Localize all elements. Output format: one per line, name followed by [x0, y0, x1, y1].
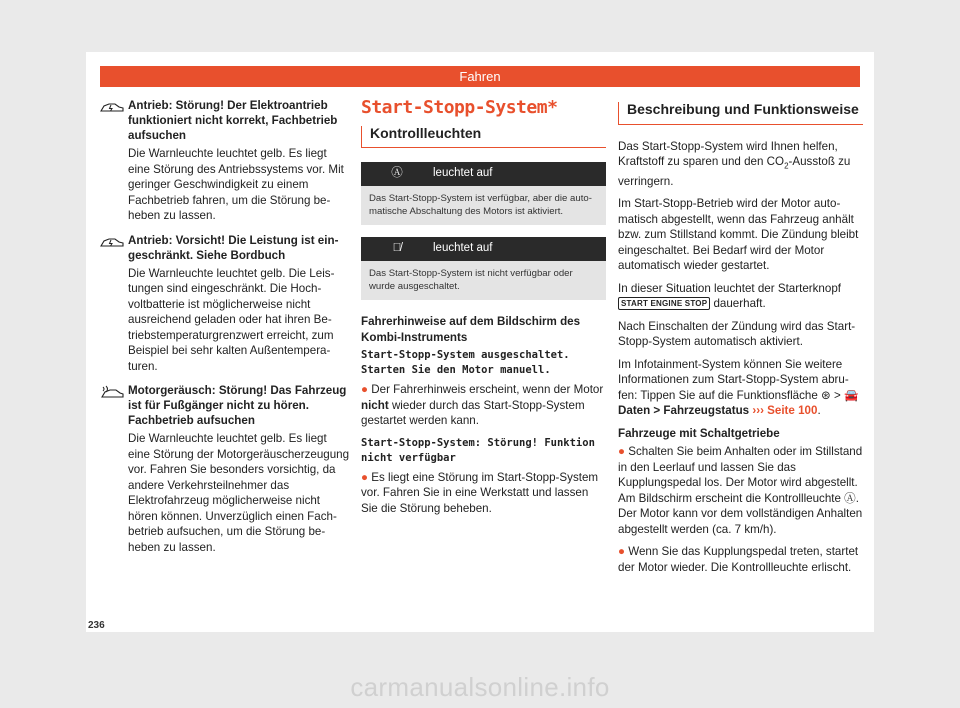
start-stop-icon: Ⓐ — [391, 167, 403, 180]
manual-page — [86, 52, 874, 632]
bullet-dot: ● — [618, 545, 626, 559]
warning-engine-sound — [100, 383, 350, 555]
manual-gearbox-heading: Fahrzeuge mit Schaltgetriebe — [618, 426, 780, 440]
warning-title: Antrieb: Vorsicht! Die Leistung ist eingeschränkt. Siehe Bordbuch — [128, 233, 339, 262]
pedestrian-sound-warning-icon — [100, 385, 124, 399]
paragraph: Nach Einschalten der Zündung wird das Start-Stopp-System automatisch aktiviert. — [618, 319, 856, 349]
paragraph: Im Start-Stopp-Betrieb wird der Motor automatisch abgestellt, wenn das Fahrzeug anhält bzw. zum Stillstand kommt. Die Zündung bleibt eingeschaltet. Bei Bedarf wird der Motor automatisch wieder gestartet. — [618, 197, 859, 273]
warning-power-limited — [100, 233, 350, 375]
page-number: 236 — [88, 620, 105, 631]
lamp-label: leuchtet auf — [433, 167, 493, 180]
display-message: Start-Stopp-System: Störung! Funktion nicht verfügbar — [361, 436, 595, 464]
bullet-item: ● Schalten Sie beim Anhalten oder im Stillstand in den Leerlauf und lassen Sie das Kupplungspedal los. Der Motor wird abgestellt. Am Bildschirm erscheint die Kontrollleuchte Ⓐ. Der Motor kann vor dem vollständigen Anhalten abgestellt werden (ca. 7 km/h). — [618, 445, 863, 536]
warning-text: Die Warnleuchte leuchtet gelb. Die Leistungen sind eingeschränkt. Die Hochvoltbatterie ist möglicherweise nicht ausreichend geladen oder hat ihren Betriebstemperaturgrenzwert erreicht, zum Beispiel bei sehr kalten Außentemperaturen. — [128, 266, 335, 373]
page-header: Fahren — [100, 66, 860, 87]
display-message: Start-Stopp-System ausgeschaltet. Starten Sie den Motor manuell. — [361, 349, 570, 376]
warning-drive-fault — [100, 98, 350, 224]
start-engine-stop-icon: START ENGINE STOP — [618, 297, 710, 310]
bullet-item: ● Es liegt eine Störung im Start-Stopp-System vor. Fahren Sie in eine Werkstatt und lassen Sie die Störung beheben. — [361, 470, 599, 515]
paragraph: Das Start-Stopp-System wird Ihnen helfen, Kraftstoff zu sparen und den $CO_2$-Ausstoß zu verringern. — [618, 139, 851, 188]
lamp-description: Das Start-Stopp-System ist verfügbar, aber die automatische Abschaltung des Motors ist aktiviert. — [361, 186, 606, 225]
start-stop-off-icon: Ⓐ̸ — [392, 242, 402, 255]
indicator-lamp-unavailable — [361, 237, 606, 300]
paragraph: In dieser Situation leuchtet der Starterknopf START ENGINE STOP dauerhaft. — [618, 281, 841, 311]
bullet-dot: ● — [618, 445, 626, 459]
electric-drive-warning-icon — [100, 235, 124, 249]
warning-title: Motorgeräusch: Störung! Das Fahrzeug ist für Fußgänger nicht zu hören. Fachbetrieb aufsuchen — [128, 384, 347, 427]
bullet-dot: ● — [361, 383, 369, 396]
warning-text: Die Warnleuchte leuchtet gelb. Es liegt eine Störung des Antriebssystems vor. Mit geringer Geschwindigkeit zu einem Fachbetrieb fahren, um die Störung beheben zu lassen. — [128, 147, 344, 222]
paragraph: Im Infotainment-System können Sie weitere Informationen zum Start-Stopp-System abrufen: Tippen Sie auf die Funktionsfläche ⊛ > 🚘 Daten > Fahrzeugstatus ››› Seite 100. — [618, 357, 859, 418]
column-left — [100, 98, 350, 564]
column-right — [618, 98, 863, 582]
column-middle — [361, 98, 606, 523]
lamp-description: Das Start-Stopp-System ist nicht verfügbar oder wurde ausgeschaltet. — [361, 261, 606, 300]
page-reference-link[interactable]: ››› Seite 100 — [752, 404, 818, 418]
warning-title: Antrieb: Störung! Der Elektroantrieb funktioniert nicht korrekt, Fachbetrieb aufsuchen — [128, 99, 338, 142]
settings-icon: ⊛ > 🚘 — [821, 388, 859, 402]
section-title: Start-Stopp-System* — [361, 97, 558, 118]
bullet-item: ● Wenn Sie das Kupplungspedal treten, startet der Motor wieder. Die Kontrollleuchte erlischt. — [618, 545, 859, 574]
subsection-title: Beschreibung und Funktionsweise — [618, 102, 863, 125]
bullet-dot: ● — [361, 470, 369, 484]
bullet-item: ● Der Fahrerhinweis erscheint, wenn der Motor nicht wieder durch das Start-Stopp-System gestartet werden kann. — [361, 383, 604, 427]
subsection-title: Kontrollleuchten — [361, 126, 606, 149]
indicator-lamp-available — [361, 162, 606, 225]
lamp-label: leuchtet auf — [433, 242, 493, 255]
warning-text: Die Warnleuchte leuchtet gelb. Es liegt eine Störung der Motorgeräuscherzeugung vor. Fahren Sie besonders vorsichtig, da andere Verkehrsteilnehmer das Elektrofahrzeug möglicherweise nicht hören können. Unverzüglich einen Fachbetrieb aufsuchen, um die Störung beheben zu lassen. — [128, 432, 350, 554]
driver-messages-heading: Fahrerhinweise auf dem Bildschirm des Kombi-Instruments — [361, 315, 581, 344]
electric-drive-warning-icon — [100, 100, 124, 114]
watermark: carmanualsonline.info — [350, 672, 610, 702]
